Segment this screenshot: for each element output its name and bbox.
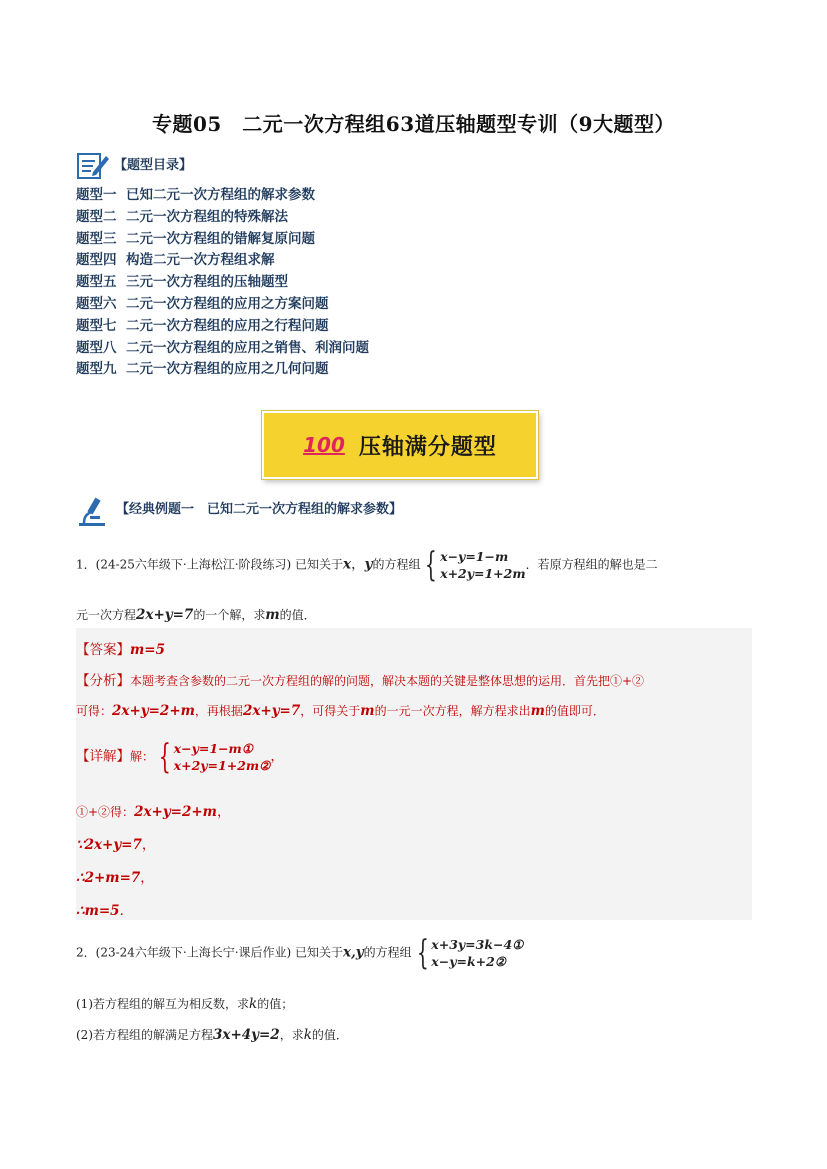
step-equation: ∴2+m=7: [76, 870, 141, 886]
analysis-equation: 2x+y=7: [242, 703, 301, 719]
q2-equation-system: { x+3y=3k−4① x−y=k+2②: [416, 933, 524, 973]
example-heading-label: 【经典例题一 已知二元一次方程组的解求参数】: [116, 501, 403, 517]
analysis-text: 的值即可．: [544, 704, 605, 718]
step-equation: 2x+y=2+m: [134, 804, 217, 820]
toc-heading: [76, 148, 192, 182]
toc-heading-label: 【题型目录】: [114, 157, 193, 173]
step-2: [76, 833, 155, 853]
microscope-icon: [76, 494, 110, 528]
q1-var: x: [343, 556, 352, 573]
detail-equation-system: { x−y=1−m① x+2y=1+2m②: [158, 737, 271, 777]
analysis-text: 的一元一次方程，解方程求出: [374, 704, 531, 718]
toc-item[interactable]: [76, 338, 369, 360]
q2-text: (2)若方程组的解满足方程: [76, 1028, 213, 1042]
step-text: ①+②得：: [76, 805, 135, 819]
analysis-text: 本题考查含参数的二元一次方程组的解的问题，解决本题的关键是整体思想的运用．首先把①+②: [130, 674, 645, 688]
toc-num: 题型八: [76, 339, 117, 356]
toc-num: 题型三: [76, 230, 117, 247]
q2-var: k: [303, 1027, 312, 1043]
toc-item[interactable]: [76, 207, 369, 229]
toc-num: 题型九: [76, 361, 117, 378]
step-4: [76, 899, 133, 919]
q2-eq1: x+3y=3k−4①: [431, 937, 524, 952]
q2-mid: 的方程组: [363, 945, 412, 960]
toc-num: 题型七: [76, 317, 117, 334]
example-heading: [76, 494, 402, 528]
q1-prefix: 1．(24-25六年级下·上海松江·阶段练习) 已知关于: [76, 557, 344, 572]
step-1: [76, 800, 230, 820]
analysis-var: m: [360, 703, 375, 719]
analysis-text: 可得：: [76, 704, 113, 718]
q1-suffix: ．若原方程组的解也是二: [525, 557, 658, 572]
q2-var: k: [249, 996, 258, 1012]
step-equation: ∵2x+y=7: [76, 837, 142, 853]
toc-item[interactable]: [76, 294, 369, 316]
q1-text: 的值．: [279, 608, 316, 622]
q1-equation: 2x+y=7: [136, 607, 194, 623]
q1-equation-system: { x−y=1−m x+2y=1+2m: [425, 545, 526, 585]
analysis-equation: 2x+y=2+m: [112, 703, 195, 719]
toc-item[interactable]: [76, 272, 369, 294]
notepad-pencil-icon: [76, 150, 110, 180]
step-punct: ．: [119, 903, 134, 919]
q2-text: 的值；: [257, 997, 294, 1011]
detail-eq2: x+2y=1+2m②: [173, 758, 271, 773]
analysis-line-1: [76, 669, 644, 689]
question-1: [76, 545, 658, 585]
toc-num: 题型五: [76, 274, 117, 291]
step-punct: ，: [141, 837, 156, 853]
analysis-text: ，可得关于: [300, 704, 361, 718]
q1-comma: ，: [351, 556, 365, 573]
detail-comma: ，: [270, 748, 284, 765]
toc-item[interactable]: [76, 359, 369, 381]
q1-var: m: [265, 607, 280, 623]
step-punct: ，: [140, 870, 154, 886]
q2-prefix: 2．(23-24六年级下·上海长宁·课后作业) 已知关于: [76, 945, 344, 960]
question-1-line2: [76, 606, 316, 623]
q2-text: (1)若方程组的解互为相反数，求: [76, 997, 249, 1011]
top-score-banner: [262, 411, 538, 479]
answer-value: m=5: [130, 642, 165, 658]
toc-text: 二元一次方程组的应用之几何问题: [126, 361, 329, 378]
toc-text: 已知二元一次方程组的解求参数: [126, 187, 315, 203]
q2-text: ，求: [279, 1028, 304, 1042]
q1-text: 元一次方程: [76, 608, 137, 622]
toc-text: 构造二元一次方程组求解: [126, 252, 275, 269]
q1-eq1: x−y=1−m: [440, 549, 509, 564]
question-2: [76, 933, 524, 973]
answer-line: [76, 638, 165, 658]
analysis-line-2: [76, 702, 605, 719]
toc-text: 二元一次方程组的应用之方案问题: [126, 295, 329, 312]
q2-text: 的值．: [311, 1028, 348, 1042]
analysis-tag: 【分析】: [76, 673, 130, 689]
toc-text: 二元一次方程组的特殊解法: [126, 208, 288, 225]
question-2-part-1: [76, 995, 293, 1012]
toc-item[interactable]: [76, 250, 369, 272]
detail-lead: 解：: [130, 749, 155, 764]
q1-eq2: x+2y=1+2m: [440, 566, 526, 581]
page-title: 专题05 二元一次方程组63道压轴题型专训（9大题型）: [151, 112, 676, 136]
detail-eq1: x−y=1−m①: [173, 741, 253, 756]
toc-num: 题型六: [76, 295, 117, 312]
q2-equation: 3x+4y=2: [213, 1027, 280, 1043]
step-punct: ，: [216, 804, 231, 820]
answer-tag: 【答案】: [76, 642, 130, 658]
q1-mid: 的方程组: [372, 557, 421, 572]
toc-item[interactable]: [76, 229, 369, 251]
detail-tag: 【详解】: [76, 748, 130, 765]
banner-text: 压轴满分题型: [358, 434, 497, 460]
toc-text: 二元一次方程组的错解复原问题: [126, 230, 315, 247]
analysis-var: m: [530, 703, 545, 719]
toc-item[interactable]: [76, 185, 369, 207]
q2-eq2: x−y=k+2②: [431, 954, 506, 969]
toc-text: 三元一次方程组的压轴题型: [126, 274, 288, 291]
toc-num: 题型二: [76, 208, 117, 225]
q2-vars: x,y: [343, 944, 364, 961]
step-3: [76, 866, 154, 886]
hundred-points-icon: 100: [303, 433, 345, 457]
toc-list: [76, 185, 369, 381]
toc-num: 题型一: [76, 187, 117, 203]
analysis-text: ，再根据: [194, 704, 243, 718]
q1-var: y: [364, 556, 373, 573]
detail-line: [76, 737, 284, 777]
toc-text: 二元一次方程组的应用之销售、利润问题: [126, 339, 369, 356]
toc-text: 二元一次方程组的应用之行程问题: [126, 317, 329, 334]
toc-num: 题型四: [76, 252, 117, 269]
step-equation: ∴m=5: [76, 903, 120, 919]
q1-text: 的一个解，求: [193, 608, 266, 622]
toc-item[interactable]: [76, 316, 369, 338]
question-2-part-2: [76, 1026, 348, 1043]
